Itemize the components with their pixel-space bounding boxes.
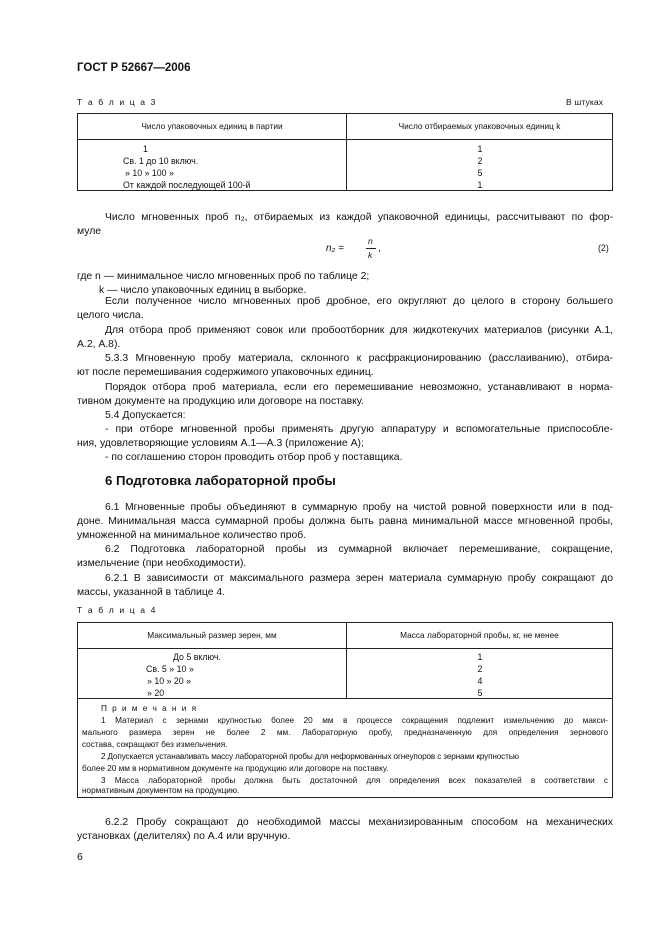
paragraph-line: 6.2 Подготовка лабораторной пробы из суммарной включает перемешивание, сокращение, (105, 544, 613, 555)
table3-unit: В штуках (566, 97, 604, 107)
formula-lhs: n₂ = (326, 243, 344, 254)
table3-row-count: 5 (477, 168, 483, 178)
document-id: ГОСТ Р 52667—2006 (77, 62, 191, 74)
paragraph-line: - при отборе мгновенной пробы применять другую аппаратуру и вспомогательные приспособле- (105, 424, 613, 435)
table3-row-lot: 1 (143, 144, 148, 154)
table3-row-count: 2 (477, 156, 483, 166)
table4-note-line: 1 Материал с зернами крупностью более 20 мм в процессе сокращения подлежит измельчению до макси- (101, 716, 608, 725)
table4-row-size: » 20 (147, 688, 165, 698)
table3-row-lot: Св. 1 до 10 включ. (123, 156, 199, 166)
table4-note-line: состава, сокращают без измельчения. (82, 740, 228, 749)
paragraph-line: умноженной на минимальное количество проб. (77, 530, 307, 541)
table4-notes-title: П р и м е ч а н и я (101, 704, 198, 713)
section-heading: 6 Подготовка лабораторной пробы (105, 473, 336, 488)
paragraph-line: А.2, А.8). (77, 339, 121, 350)
paragraph-line: 6.2.1 В зависимости от максимального размера зерен материала суммарную пробу сокращают до (105, 573, 613, 584)
table4-row-mass: 1 (477, 652, 483, 662)
table4-caption: Т а б л и ц а 4 (77, 605, 157, 615)
table3-row-count: 1 (477, 180, 483, 190)
table4-note-line: нормативным документом на продукцию. (82, 786, 240, 795)
formula-denominator: k (368, 250, 373, 260)
table4-note-line: 2 Допускается устанавливать массу лабораторной пробы для неформованных огнеупоров с зернами крупностью (101, 752, 519, 761)
where-line: где n — минимальное число мгновенных проб по таблице 2; (77, 271, 370, 282)
paragraph-line: 5.4 Допускается: (105, 410, 186, 421)
paragraph-line: измельчение (при необходимости). (77, 558, 247, 569)
table4-note-line: мального размера зерен не более 2 мм. Лабораторную пробу, предназначенную для определения зернового (82, 728, 608, 737)
table4-row-mass: 5 (477, 688, 483, 698)
paragraph-line: массы, указанной в таблице 4. (77, 587, 226, 598)
formula-numerator: n (368, 236, 373, 246)
table4-col2-header: Масса лабораторной пробы, кг, не менее (400, 630, 559, 640)
table3-row-count: 1 (477, 144, 483, 154)
paragraph-line: Порядок отбора проб материала, если его перемешивание невозможно, устанавливают в норма- (105, 382, 613, 393)
paragraph-line: Для отбора проб применяют совок или пробоотборник для жидкотекучих материалов (рисунки А.1, (105, 325, 613, 336)
table3-col2-header: Число отбираемых упаковочных единиц k (398, 121, 561, 131)
table4-row-size: До 5 включ. (173, 652, 221, 662)
table4-row-mass: 2 (477, 664, 483, 674)
table4-row-size: » 10 » 20 » (147, 676, 192, 686)
paragraph-line: муле (77, 226, 102, 237)
table4-note-line: 3 Масса лабораторной пробы должна быть достаточной для определения всех показателей в соответствии с (101, 776, 608, 785)
paragraph-line: целого числа. (77, 310, 144, 321)
table4-note-line: более 20 мм в нормативном документе на продукцию или договоре на поставку. (82, 764, 389, 773)
paragraph-line: ния, удовлетворяющие условиям А.1—А.3 (приложение А); (77, 438, 364, 449)
paragraph-line: 6.2.2 Пробу сокращают до необходимой массы механизированным способом на механических (105, 817, 613, 828)
table3-caption: Т а б л и ц а 3 (77, 97, 157, 107)
table3-col1-header: Число упаковочных единиц в партии (141, 121, 283, 131)
paragraph-line: Если полученное число мгновенных проб дробное, его округляют до целого в сторону большего (105, 296, 613, 307)
paragraph-line: 5.3.3 Мгновенную пробу материала, склонного к расфракционированию (расслаиванию), отбира- (105, 353, 613, 364)
table3-row-lot: » 10 » 100 » (125, 168, 174, 178)
paragraph-line: доне. Минимальная масса суммарной пробы должна быть равна минимальной массе мгновенной пробы, (77, 516, 613, 527)
where-line: k — число упаковочных единиц в выборке. (99, 285, 307, 296)
page-number: 6 (77, 851, 83, 863)
table3-row-lot: От каждой последующей 100-й (123, 180, 251, 190)
paragraph-line: ют после перемешивания содержимого упаковочных единиц. (77, 367, 374, 378)
paragraph-line: установках (делителях) по А.4 или вручную. (77, 831, 291, 842)
paragraph-line: - по соглашению сторон проводить отбор проб у поставщика. (105, 452, 403, 463)
table4-col1-header: Максимальный размер зерен, мм (147, 630, 277, 640)
table4-row-mass: 4 (477, 676, 483, 686)
paragraph-line: тивном документе на продукцию или договоре на поставку. (77, 396, 364, 407)
formula-tail: , (378, 243, 381, 254)
paragraph-line: Число мгновенных проб n₂, отбираемых из каждой упаковочной единицы, рассчитывают по фор- (105, 212, 613, 223)
table4-row-size: Св. 5 » 10 » (146, 664, 194, 674)
paragraph-line: 6.1 Мгновенные пробы объединяют в суммарную пробу на чистой ровной поверхности или в под- (105, 502, 613, 513)
formula-number: (2) (598, 243, 609, 253)
